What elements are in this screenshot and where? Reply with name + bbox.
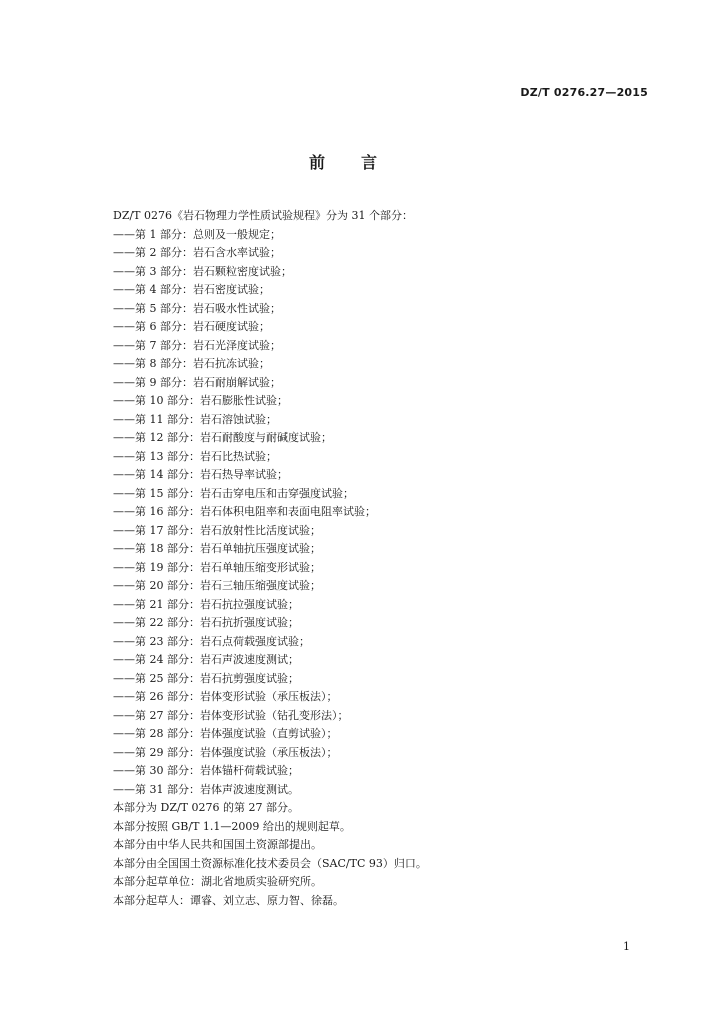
list-item: ——第 7 部分：岩石光泽度试验； (113, 338, 281, 352)
list-item: ——第 23 部分：岩石点荷载强度试验； (113, 634, 310, 648)
paragraph: 本部分由全国国土资源标准化技术委员会（SAC/TC 93）归口。 (113, 856, 427, 870)
list-item: ——第 25 部分：岩石抗剪强度试验； (113, 671, 299, 685)
list-item: ——第 8 部分：岩石抗冻试验； (113, 357, 270, 370)
list-item: ——第 13 部分：岩石比热试验； (113, 449, 277, 463)
list-item: ——第 14 部分：岩石热导率试验； (113, 468, 288, 481)
paragraph-group (113, 799, 653, 910)
page-title: 前言 (308, 153, 413, 172)
list-item: ——第 24 部分：岩石声波速度测试； (113, 653, 299, 666)
list-item: ——第 2 部分：岩石含水率试验； (113, 246, 281, 259)
list-item: ——第 16 部分：岩石体积电阻率和表面电阻率试验； (113, 505, 376, 518)
parts-list (113, 226, 653, 800)
list-item: ——第 22 部分：岩石抗折强度试验； (113, 616, 299, 629)
paragraph: 本部分按照 GB/T 1.1—2009 给出的规则起草。 (113, 819, 351, 833)
paragraph: 本部分起草单位：湖北省地质实验研究所。 (113, 875, 322, 888)
list-item: ——第 30 部分：岩体锚杆荷载试验； (113, 764, 299, 777)
list-item: ——第 4 部分：岩石密度试验； (113, 283, 270, 296)
list-item: ——第 21 部分：岩石抗拉强度试验； (113, 597, 299, 611)
page-number: 1 (623, 940, 630, 953)
intro-line: DZ/T 0276《岩石物理力学性质试验规程》分为 31 个部分： (113, 209, 413, 222)
paragraph: 本部分为 DZ/T 0276 的第 27 部分。 (113, 801, 299, 814)
list-item: ——第 19 部分：岩石单轴压缩变形试验； (113, 560, 321, 574)
list-item: ——第 26 部分：岩体变形试验（承压板法）； (113, 690, 338, 703)
document-body (113, 207, 653, 910)
paragraph: 本部分起草人：谭睿、刘立志、原力智、徐磊。 (113, 893, 344, 907)
standard-code: DZ/T 0276.27—2015 (520, 86, 648, 99)
list-item: ——第 10 部分：岩石膨胀性试验； (113, 394, 288, 407)
list-item: ——第 5 部分：岩石吸水性试验； (113, 301, 281, 315)
list-item: ——第 18 部分：岩石单轴抗压强度试验； (113, 542, 321, 555)
list-item: ——第 12 部分：岩石耐酸度与耐碱度试验； (113, 431, 332, 444)
list-item: ——第 6 部分：岩石硬度试验； (113, 320, 270, 333)
paragraph: 本部分由中华人民共和国国土资源部提出。 (113, 838, 322, 851)
list-item: ——第 31 部分：岩体声波速度测试。 (113, 782, 299, 796)
list-item: ——第 1 部分：总则及一般规定； (113, 227, 281, 241)
list-item: ——第 17 部分：岩石放射性比活度试验； (113, 523, 321, 537)
list-item: ——第 11 部分：岩石溶蚀试验； (113, 412, 277, 426)
list-item: ——第 28 部分：岩体强度试验（直剪试验）； (113, 727, 338, 740)
list-item: ——第 3 部分：岩石颗粒密度试验； (113, 264, 292, 278)
list-item: ——第 27 部分：岩体变形试验（钻孔变形法）； (113, 708, 349, 722)
list-item: ——第 20 部分：岩石三轴压缩强度试验； (113, 579, 321, 592)
list-item: ——第 9 部分：岩石耐崩解试验； (113, 375, 281, 389)
list-item: ——第 29 部分：岩体强度试验（承压板法）； (113, 745, 338, 759)
list-item: ——第 15 部分：岩石击穿电压和击穿强度试验； (113, 486, 354, 500)
